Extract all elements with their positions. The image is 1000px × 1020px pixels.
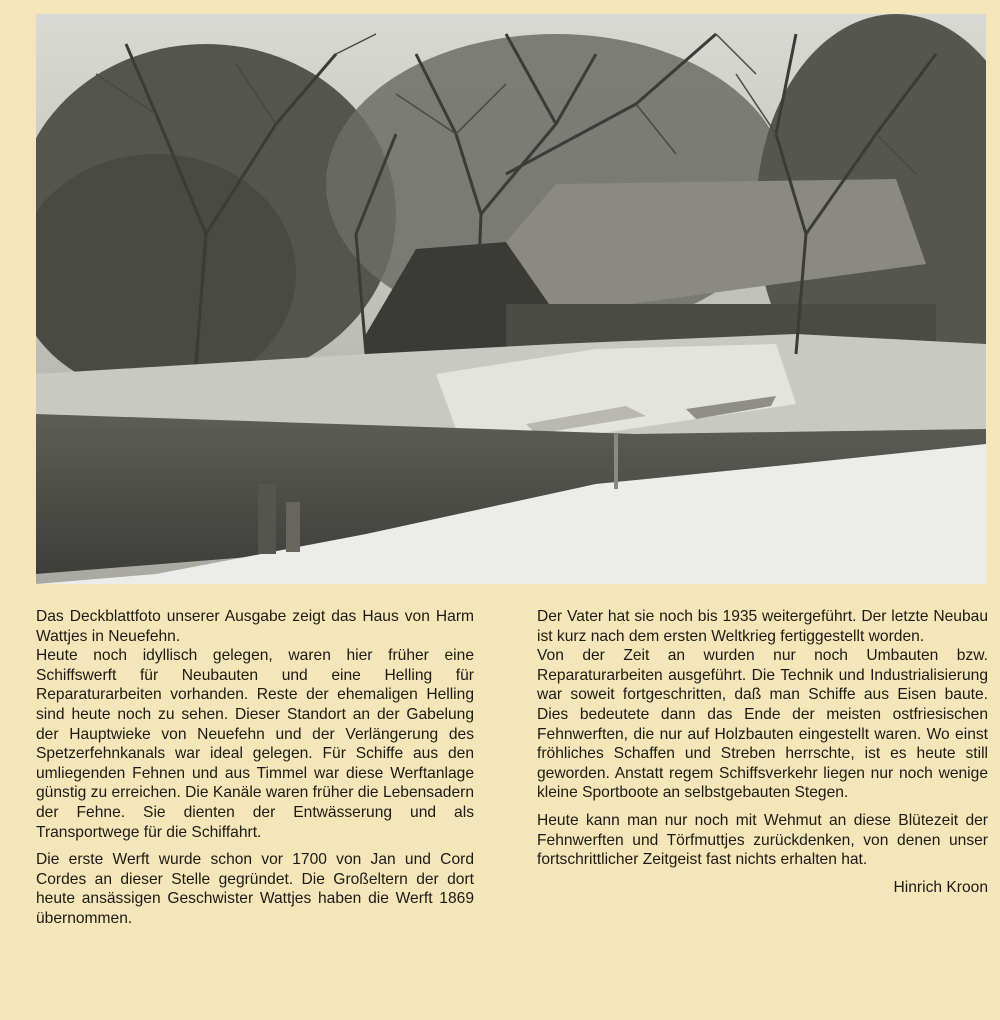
article-paragraph: Heute noch idyllisch gelegen, waren hier früher eine Schiffswerft für Neubauten und eine Helling für Reparaturarbeiten vorhanden. Reste der ehemaligen Helling sind heute noch zu sehen. Dieser Standort an der Gabelung der Hauptwieke von Neuefehn und der Verlängerung des Spetzerfehnkanals war ideal gelegen. Für Schiffe aus den umliegenden Fehnen und aus Timmel war diese Werftanlage günstig zu erreichen. Die Kanäle waren früher die Lebensadern der Fehne. Sie dienten der Entwässerung und als Transportwege für die Schiffahrt. [36,647,474,841]
article-paragraph: Das Deckblattfoto unserer Ausgabe zeigt das Haus von Harm Wattjes in Neuefehn. [36,608,474,645]
author-signature: Hinrich Kroon [893,878,988,896]
article-paragraph: Von der Zeit an wurden nur noch Umbauten bzw. Reparaturarbeiten ausgeführt. Die Technik und Industrialisierung war soweit fortgeschritten, daß man Schiffe aus Eisen baute. Dies bedeutete dann das Ende der meisten ostfriesischen Fehnwerften, die nur auf Holzbauten eingestellt waren. Wo einst fröhliches Schaffen und Streben herrschte, ist es heute still geworden. Anstatt regem Schiffsverkehr liegen nur noch wenige kleine Sportboote an selbstgebauten Stegen. [537,647,988,802]
article-column-left [36,607,474,937]
article-paragraph: Die erste Werft wurde schon vor 1700 von Jan und Cord Cordes an dieser Stelle gegründet. Die Großeltern der dort heute ansässigen Geschwister Wattjes haben die Werft 1869 übernommen. [36,851,474,927]
article-column-right [537,607,988,897]
cover-photo [36,14,986,584]
article-paragraph: Der Vater hat sie noch bis 1935 weitergeführt. Der letzte Neubau ist kurz nach dem ersten Weltkrieg fertiggestellt worden. [537,608,988,645]
article-paragraph: Heute kann man nur noch mit Wehmut an diese Blütezeit der Fehnwerften und Törfmuttjes zurückdenken, von denen unser fortschrittlicher Zeitgeist fast nichts erhalten hat. [537,811,988,869]
